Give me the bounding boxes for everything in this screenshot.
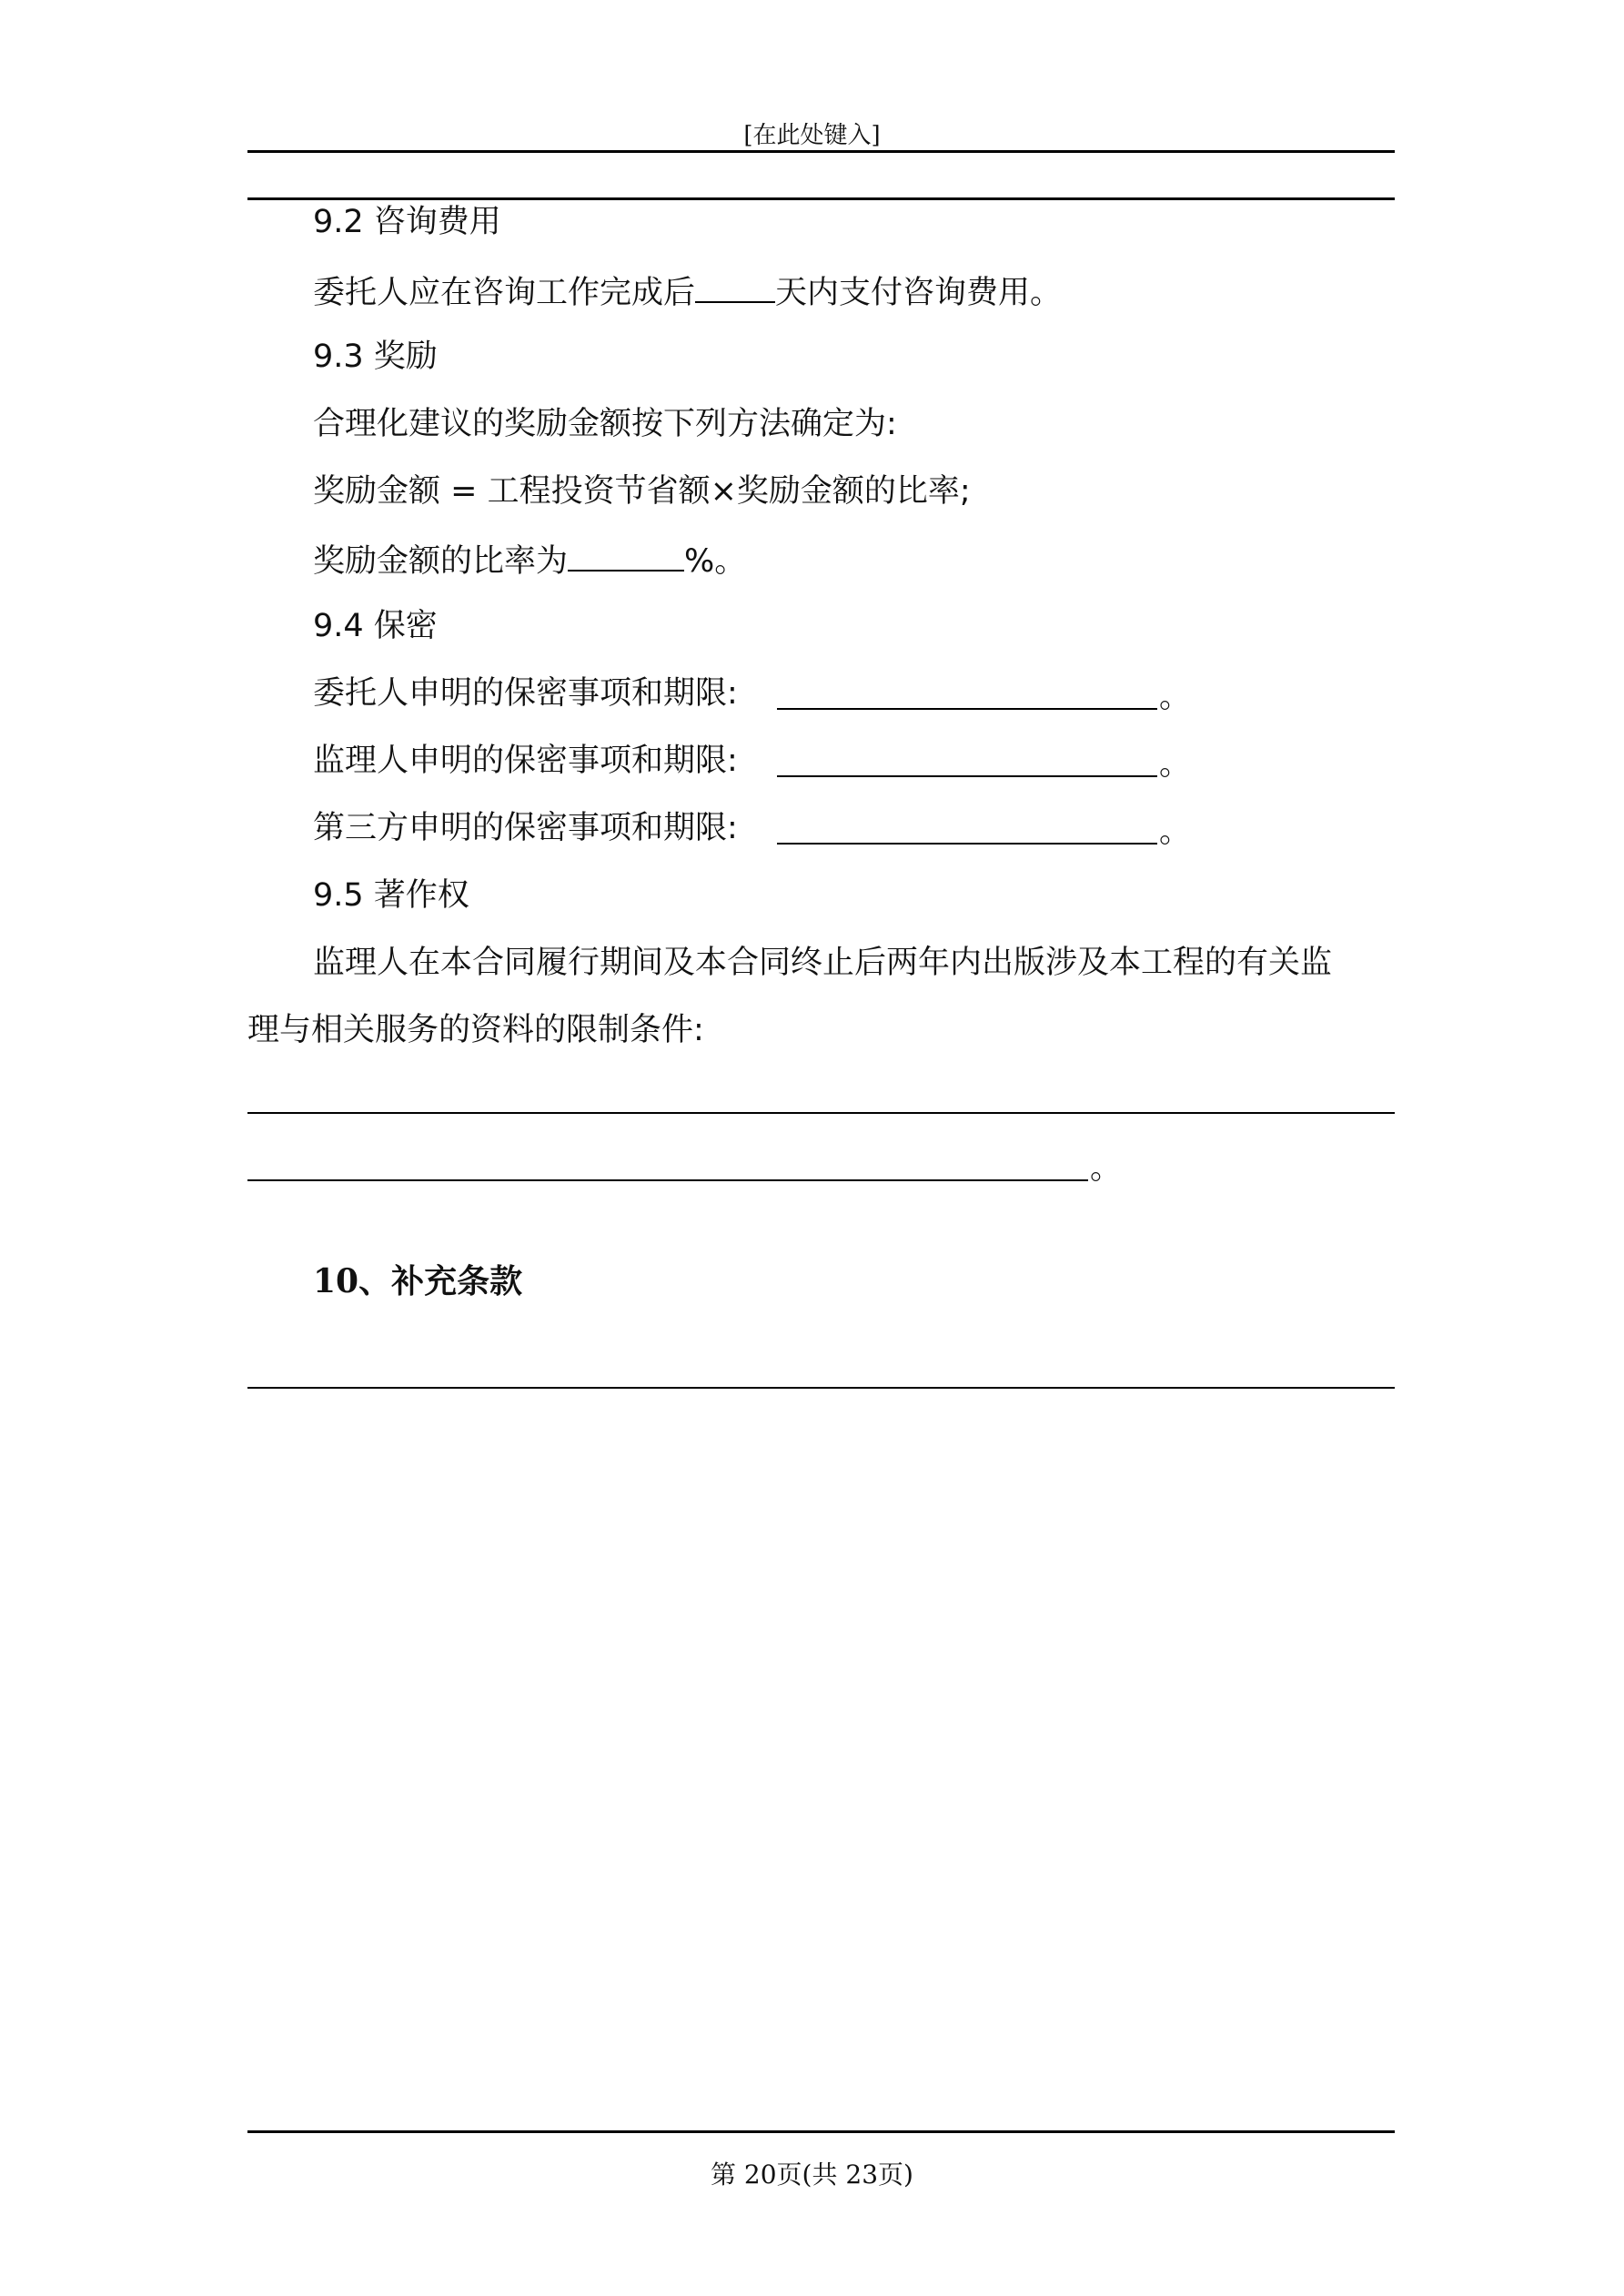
reward-ratio-suffix: %。: [684, 543, 747, 580]
client-confidential-period: 。: [1159, 679, 1192, 715]
reward-ratio-label: 奖励金额的比率为: [313, 543, 569, 580]
client-confidential-line: [313, 673, 738, 713]
supplementary-terms-blank[interactable]: [247, 1387, 1395, 1389]
section-9-2-text: [313, 270, 1062, 313]
payment-text-before: 委托人应在咨询工作完成后: [313, 275, 696, 311]
copyright-condition-blank-1[interactable]: [247, 1112, 1395, 1114]
reward-formula-text: 奖励金额 = 工程投资节省额×奖励金额的比率;: [313, 473, 971, 510]
supervisor-confidential-period: 。: [1159, 746, 1192, 783]
payment-days-blank[interactable]: [695, 270, 775, 303]
third-party-confidential-line: [313, 808, 738, 848]
section-9-4-title: 9.4 保密: [313, 608, 438, 644]
copyright-paragraph-line-1: 监理人在本合同履行期间及本合同终止后两年内出版涉及本工程的有关监: [313, 945, 1333, 981]
copyright-condition-period: 。: [1090, 1150, 1123, 1187]
payment-text-after: 天内支付咨询费用。: [775, 275, 1063, 311]
third-party-confidential-period: 。: [1159, 814, 1192, 850]
header-placeholder-text: [在此处键入]: [743, 122, 881, 149]
reward-ratio-blank[interactable]: [568, 539, 684, 571]
footer-rule: [247, 2130, 1395, 2133]
copyright-condition-blank-2[interactable]: [247, 1179, 1088, 1181]
client-confidential-blank[interactable]: [777, 708, 1157, 710]
section-9-3-title: 9.3 奖励: [313, 339, 438, 375]
copyright-paragraph-line-2: 理与相关服务的资料的限制条件:: [247, 1012, 704, 1048]
section-9-5-title: 9.5 著作权: [313, 877, 469, 914]
section-9-2-title: 9.2 咨询费用: [313, 204, 501, 240]
third-party-confidential-label: 第三方申明的保密事项和期限:: [313, 810, 738, 846]
top-divider-rule: [247, 197, 1395, 200]
third-party-confidential-blank[interactable]: [777, 843, 1157, 845]
supervisor-confidential-blank[interactable]: [777, 775, 1157, 777]
section-10-title: 10、补充条款: [313, 1262, 523, 1300]
reward-ratio-line: [313, 539, 746, 582]
client-confidential-label: 委托人申明的保密事项和期限:: [313, 675, 738, 712]
page-number-text: 第 20页(共 23页): [711, 2159, 913, 2190]
supervisor-confidential-label: 监理人申明的保密事项和期限:: [313, 743, 738, 779]
supervisor-confidential-line: [313, 741, 738, 781]
header-rule: [247, 150, 1395, 153]
reward-method-text: 合理化建议的奖励金额按下列方法确定为:: [313, 406, 897, 442]
